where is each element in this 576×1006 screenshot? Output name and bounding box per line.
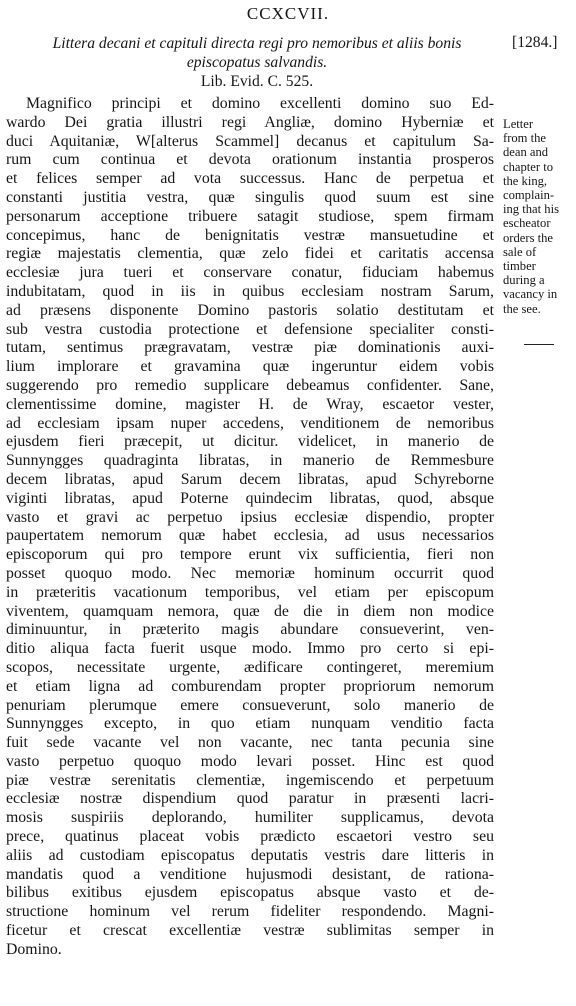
text-line: tutam, sentimus prægravatam, vestræ piæ dominationis auxi- — [6, 339, 494, 357]
margin-note-line: chapter to — [503, 159, 553, 174]
text-line: ecclesiæ jura tueri et conservare conatur, fiduciam habemus — [6, 264, 494, 282]
margin-note-line: the king, — [503, 173, 548, 188]
text-line: indubitatam, quod in iis in quibus ecclesiam nostram Sarum, — [6, 282, 494, 300]
text-line: fuit sede vacante vel non vacante, nec tanta pecunia sine — [6, 734, 494, 752]
text-line: sub vestra custodia protectione et defensione specialiter consti- — [6, 320, 494, 338]
text-line: ad præsens disponente Domino pastoris solatio destitutam et — [6, 301, 494, 319]
text-line: Sunnyngges quadraginta libratas, in manerio de Remmesbure — [6, 452, 494, 470]
text-line: personarum acceptione tribuere satagit studiose, spem firmam — [6, 207, 494, 225]
text-line: Sunnyngges excepto, in quo etiam nunquam venditio facta — [6, 715, 494, 733]
text-line: penuriam plerumque emere consueverunt, solo manerio de — [6, 696, 494, 714]
title-line: episcopatus salvandis. — [186, 54, 328, 71]
year-bracket: [1284.] — [512, 34, 558, 51]
margin-note-line: Letter — [503, 117, 534, 131]
text-line: ecclesiæ nostræ dispendium quod paratur in præsenti lacri- — [6, 790, 494, 808]
document-title — [14, 34, 500, 72]
text-line: posset quoquo modo. Nec memoriæ hominum occurrit quod — [6, 564, 494, 582]
margin-note-line: ing that his — [503, 202, 559, 217]
letter-body — [6, 95, 494, 960]
text-line: ficetur et crescat excellentiæ vestræ sublimitas semper in — [6, 922, 494, 940]
margin-note-line: timber — [503, 259, 536, 274]
margin-note-line: sale of — [503, 244, 537, 259]
margin-note-line: dean and — [503, 145, 549, 160]
margin-note-line: during a — [503, 273, 545, 288]
text-line: constanti justitia vestra, quæ singulis quod suum est sine — [6, 188, 494, 206]
text-line: diminuuntur, in præterito magis abundare consueverint, ven- — [6, 621, 494, 639]
margin-note-line: escheator — [503, 216, 551, 231]
text-line: ditio aliqua facta fuerit usque modo. Immo pro certo si epi- — [6, 640, 494, 658]
text-line: et felices semper ad vota successus. Hanc de perpetua et — [6, 170, 494, 188]
text-line: piæ vestræ serenitatis clementiæ, ingemiscendo et perpetuum — [6, 771, 494, 789]
text-line: scopos, necessitate urgente, ædificare contingeret, meremium — [6, 658, 494, 676]
text-line: duci Aquitaniæ, W[alterus Scammel] decanus et capitulum Sa- — [6, 132, 494, 150]
text-line: rum cum continua et devota orationum instantia prosperos — [6, 151, 494, 169]
margin-note-line: the see. — [503, 301, 541, 316]
margin-note-line: orders the — [503, 230, 554, 245]
margin-note-line: from the — [503, 131, 547, 146]
text-line: et etiam ligna ad comburendam propter propriorum nemorum — [6, 677, 494, 695]
text-line: regiæ majestatis clementia, quæ zelo fidei et caritatis accensa — [6, 245, 494, 263]
text-line: bilibus exitibus ejusdem episcopatus absque vasto et de- — [6, 884, 494, 902]
document-number: CCXCVII. — [246, 4, 330, 23]
text-line: vasto et gravi ac perpetuo ipsius ecclesiæ dispendio, propter — [6, 508, 494, 526]
text-line: mosis suspiriis deplorando, humiliter supplicamus, devota — [6, 809, 494, 827]
text-line: viginti libratas, apud Poterne quindecim libratas, quod, absque — [6, 489, 494, 507]
text-line: wardo Dei gratia illustri regi Angliæ, domino Hyberniæ et — [6, 113, 494, 131]
source-reference: Lib. Evid. C. 525. — [200, 73, 314, 90]
text-line: concepimus, hanc de benignitatis vestræ mansuetudine et — [6, 226, 494, 244]
text-line: ejusdem fieri præcepit, ut dicitur. videlicet, in manerio de — [6, 433, 494, 451]
text-line: lium implorare et gravamina quæ ingeruntur eidem vobis — [6, 358, 494, 376]
text-line: Domino. — [6, 940, 62, 958]
text-line: ad ecclesiam ipsam nuper accedens, venditionem de nemoribus — [6, 414, 494, 432]
text-line: structione hominum vel rerum fideliter respondendo. Magni- — [6, 903, 494, 921]
text-line: clementissime domine, magister H. de Wray, escaetor vester, — [6, 395, 494, 413]
margin-note-rule — [524, 344, 554, 345]
text-line: episcoporum qui pro tempore erunt vix sufficientia, fieri non — [6, 546, 494, 564]
margin-note-line: complain- — [503, 188, 555, 203]
text-line: aliis ad custodiam episcopatus deputatis vestris dare litteris in — [6, 846, 494, 864]
margin-note — [503, 117, 573, 316]
text-line: Magnifico principi et domino excellenti domino suo Ed- — [26, 95, 494, 112]
text-line: suggerendo pro remedio supplicare debeamus confidenter. Sane, — [6, 376, 494, 394]
margin-note-line: vacancy in — [503, 287, 558, 302]
title-line: Littera decani et capituli directa regi pro nemoribus et aliis bonis — [52, 35, 462, 52]
text-line: prece, quatinus placeat vobis prædicto escaetori vestro seu — [6, 828, 494, 846]
text-line: vasto perpetuo quoquo modo levari posset. Hinc est quod — [6, 752, 494, 770]
text-line: decem libratas, apud Sarum decem libratas, apud Schyreborne — [6, 470, 494, 488]
text-line: mandatis quod a venditione hujusmodi desistant, de rationa- — [6, 865, 494, 883]
text-line: paupertatem nemorum quæ habet ecclesia, ad usus necessarios — [6, 527, 494, 545]
text-line: viventem, quamquam nemora, quæ de die in diem non modice — [6, 602, 494, 620]
text-line: in præteritis vacationum temporibus, vel etiam per episcopum — [6, 583, 494, 601]
